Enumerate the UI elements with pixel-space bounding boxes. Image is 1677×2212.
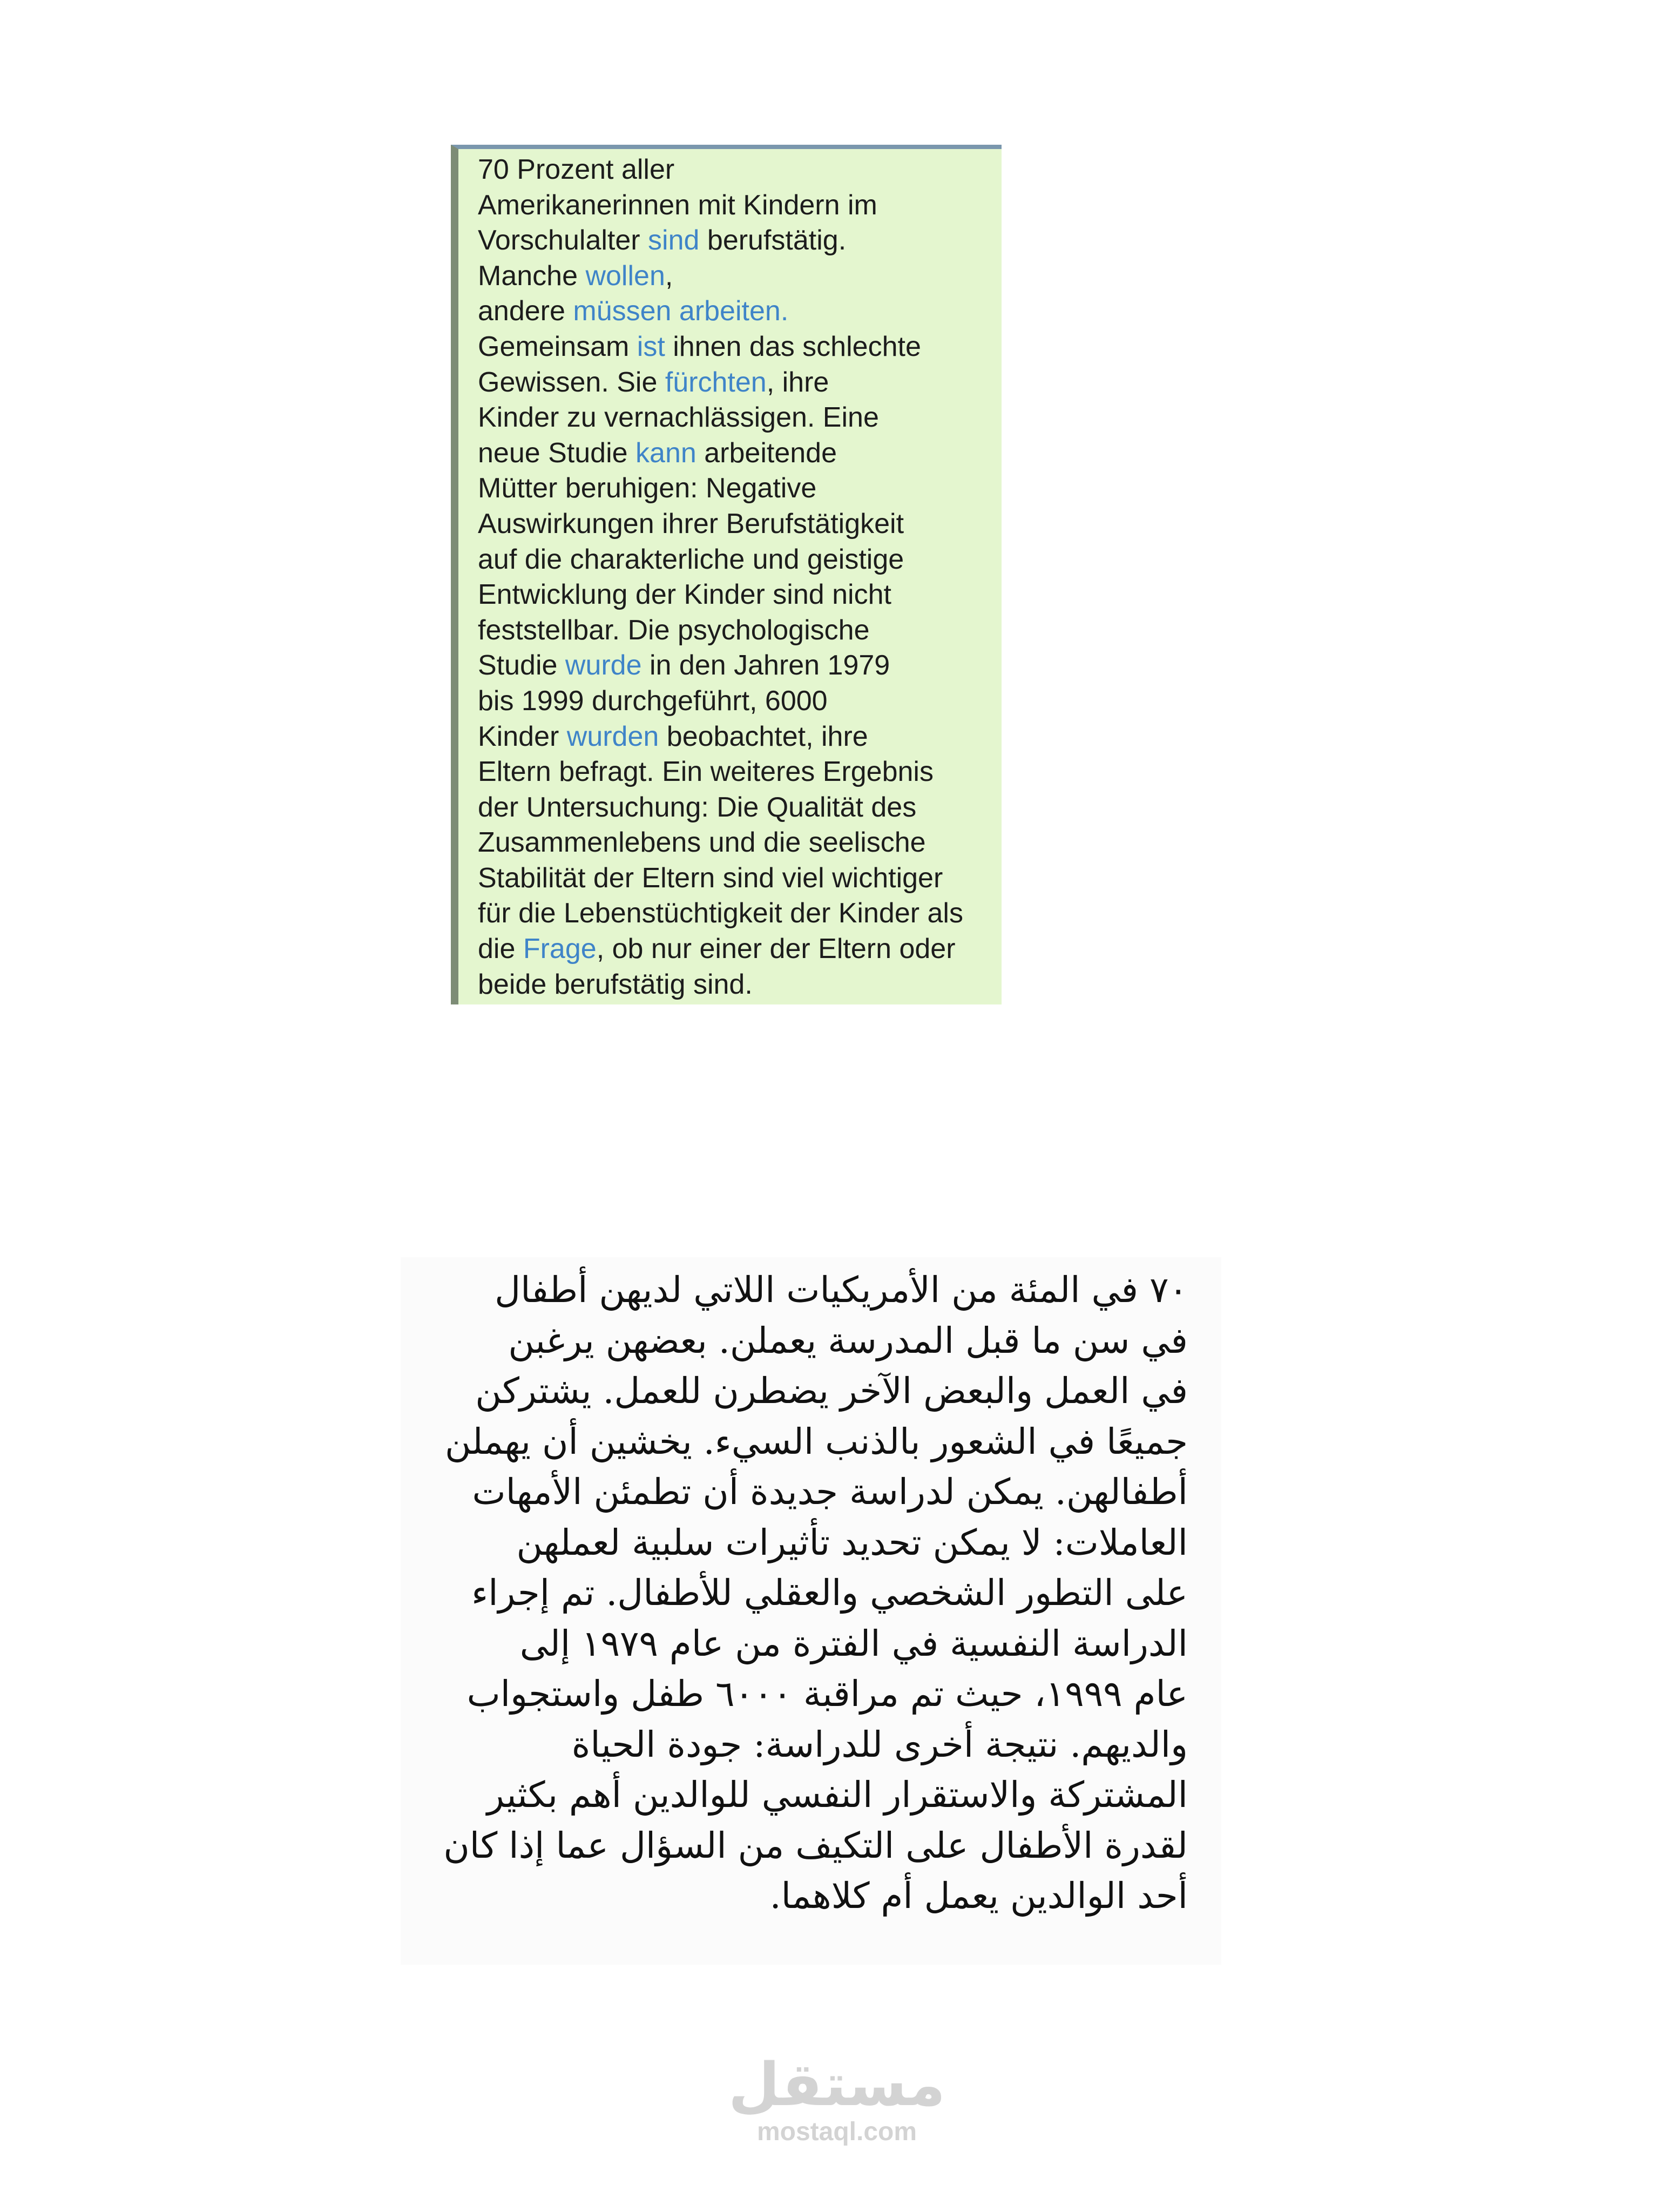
german-text-segment: Auswirkungen ihrer Berufstätigkeit — [478, 508, 904, 539]
german-line — [478, 932, 1018, 967]
german-verb-highlight: wurden — [566, 720, 659, 752]
german-text-segment: beide berufstätig sind. — [478, 968, 753, 1000]
german-text-segment: Gewissen. Sie — [478, 366, 665, 398]
german-text-segment: feststellbar. Die psychologische — [478, 614, 870, 646]
german-text-segment: Amerikanerinnen mit Kindern im — [478, 189, 877, 221]
german-verb-highlight: müssen arbeiten. — [573, 295, 789, 327]
german-text-segment: bis 1999 durchgeführt, 6000 — [478, 685, 828, 717]
german-line — [478, 896, 1018, 932]
german-line — [478, 152, 1018, 188]
german-line — [478, 790, 1018, 826]
german-line — [478, 542, 1018, 578]
german-line — [478, 648, 1018, 684]
arabic-line: المشتركة والاستقرار النفسي للوالدين أهم بكثير — [486, 1774, 1188, 1816]
german-text-segment: für die Lebenstüchtigkeit der Kinder als — [478, 898, 963, 929]
german-line — [478, 825, 1018, 861]
german-text-segment: , ob nur einer der Eltern oder — [596, 933, 956, 965]
german-text-segment: 70 Prozent aller — [478, 154, 675, 185]
german-line — [478, 436, 1018, 471]
arabic-line: الدراسة النفسية في الفترة من عام ١٩٧٩ إلى — [519, 1622, 1188, 1664]
german-verb-highlight: wollen — [585, 260, 665, 292]
german-line — [478, 294, 1018, 329]
german-text-segment: Gemeinsam — [478, 331, 637, 362]
german-paragraph — [478, 152, 1018, 1002]
german-verb-highlight: ist — [637, 331, 665, 362]
german-text-segment: auf die charakterliche und geistige — [478, 543, 904, 575]
german-line — [478, 613, 1018, 649]
german-text-segment: arbeitende — [696, 437, 837, 469]
german-line — [478, 719, 1018, 755]
german-text-segment: Studie — [478, 650, 565, 682]
german-verb-highlight: Frage — [523, 933, 597, 965]
german-text-segment: in den Jahren 1979 — [641, 650, 890, 682]
arabic-paragraph — [427, 1265, 1188, 1921]
german-text-segment: andere — [478, 295, 573, 327]
german-text-segment: neue Studie — [478, 437, 636, 469]
arabic-line: عام ١٩٩٩، حيث تم مراقبة ٦٠٠٠ طفل واستجواب — [466, 1673, 1188, 1715]
german-line — [478, 861, 1018, 896]
german-text-segment: Zusammenlebens und die seelische — [478, 827, 926, 859]
german-text-segment: Manche — [478, 260, 586, 292]
german-verb-highlight: sind — [648, 225, 700, 257]
german-text-segment: Mütter beruhigen: Negative — [478, 473, 817, 504]
german-text-segment: Stabilität der Eltern sind viel wichtiger — [478, 862, 943, 894]
german-verb-highlight: kann — [635, 437, 697, 469]
mostaql-watermark — [723, 2052, 950, 2147]
german-verb-highlight: wurde — [565, 650, 642, 682]
arabic-line: في سن ما قبل المدرسة يعملن. بعضهن يرغبن — [508, 1319, 1188, 1361]
german-line — [478, 471, 1018, 507]
german-line — [478, 259, 1018, 294]
german-line — [478, 754, 1018, 790]
arabic-line: لقدرة الأطفال على التكيف من السؤال عما إذا كان — [443, 1824, 1188, 1866]
german-text-segment: die — [478, 933, 523, 965]
german-text-segment: Eltern befragt. Ein weiteres Ergebnis — [478, 756, 934, 788]
arabic-line: العاملات: لا يمكن تحديد تأثيرات سلبية لعملهن — [516, 1521, 1188, 1563]
german-line — [478, 365, 1018, 401]
german-line — [478, 329, 1018, 365]
german-text-segment: Kinder — [478, 720, 567, 752]
arabic-line: أطفالهن. يمكن لدراسة جديدة أن تطمئن الأمهات — [472, 1471, 1188, 1513]
german-text-segment: Vorschulalter — [478, 225, 648, 257]
german-text-segment: ihnen das schlechte — [665, 331, 921, 362]
german-line — [478, 577, 1018, 613]
arabic-line: جميعًا في الشعور بالذنب السيء. يخشين أن يهملن — [445, 1420, 1188, 1462]
german-text-segment: der Untersuchung: Die Qualität des — [478, 791, 917, 823]
german-text-segment: beobachtet, ihre — [659, 720, 868, 752]
german-verb-highlight: fürchten — [665, 366, 767, 398]
german-line — [478, 223, 1018, 259]
german-line — [478, 967, 1018, 1003]
arabic-line: أحد الوالدين يعمل أم كلاهما. — [769, 1875, 1188, 1917]
german-text-segment: , — [665, 260, 673, 292]
german-line — [478, 188, 1018, 224]
arabic-line: في العمل والبعض الآخر يضطرن للعمل. يشتركن — [475, 1370, 1188, 1412]
german-line — [478, 400, 1018, 436]
arabic-line: والديهم. نتيجة أخرى للدراسة: جودة الحياة — [571, 1723, 1188, 1765]
german-line — [478, 507, 1018, 542]
german-text-segment: , ihre — [766, 366, 829, 398]
german-text-segment: Kinder zu vernachlässigen. Eine — [478, 402, 879, 434]
arabic-line: على التطور الشخصي والعقلي للأطفال. تم إجراء — [471, 1572, 1188, 1614]
arabic-line: ٧٠ في المئة من الأمريكيات اللاتي لديهن أطفال — [495, 1269, 1188, 1311]
watermark-domain: mostaql.com — [756, 2117, 917, 2146]
watermark-logo: مستقل — [728, 2050, 946, 2119]
german-text-segment: berufstätig. — [699, 225, 847, 257]
german-line — [478, 684, 1018, 719]
german-text-segment: Entwicklung der Kinder sind nicht — [478, 579, 891, 611]
